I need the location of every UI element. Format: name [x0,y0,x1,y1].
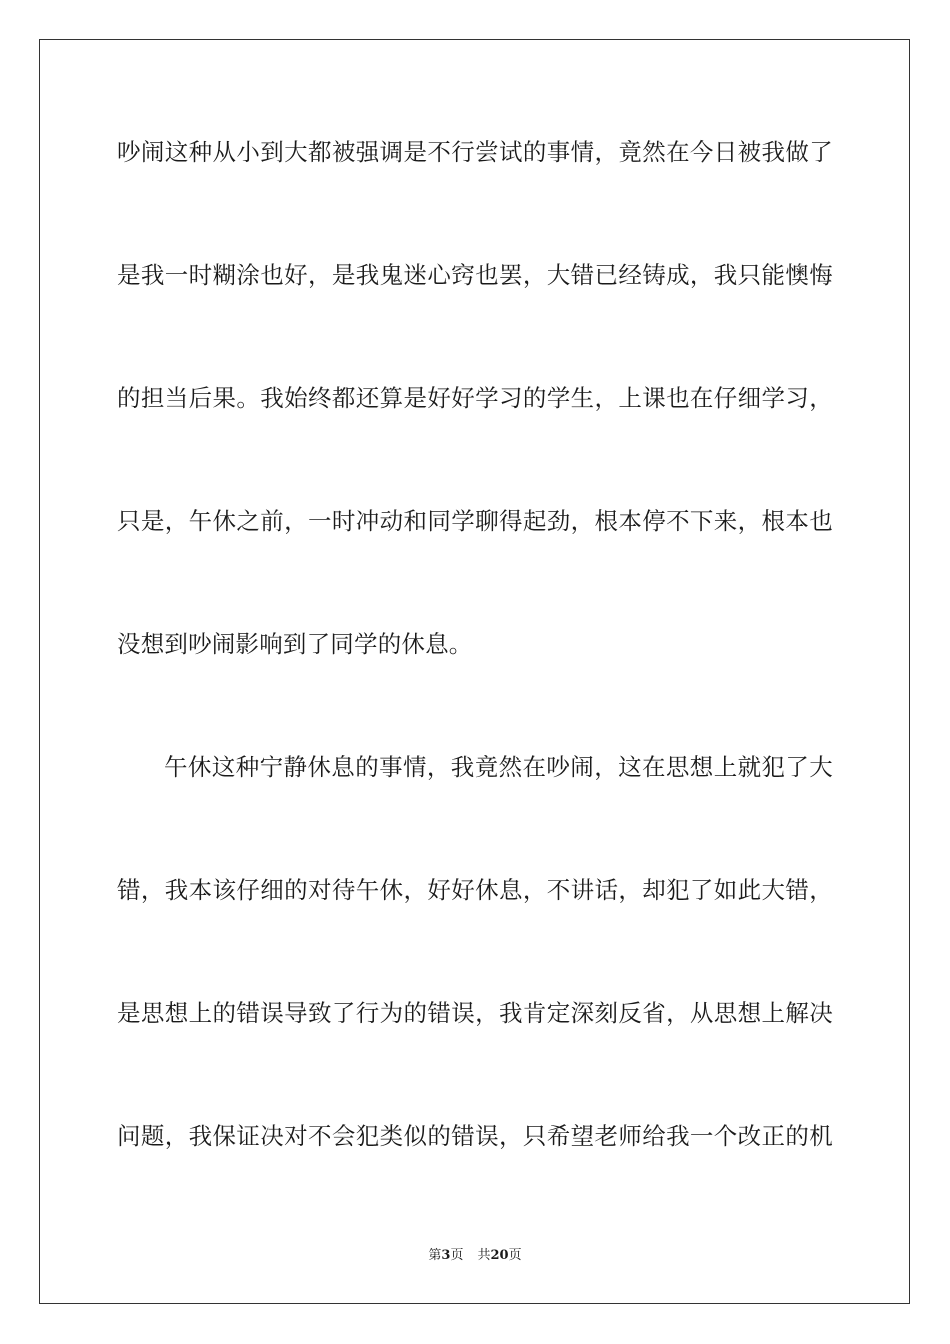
page-number: 3 [441,1248,451,1263]
page-border [39,39,910,1304]
text-line: 是思想上的错误导致了行为的错误，我肯定深刻反省，从思想上解决 [117,999,833,1027]
page-footer [0,1247,950,1265]
text-line: 问题，我保证决对不会犯类似的错误，只希望老师给我一个改正的机 [117,1122,833,1150]
text-line: 吵闹这种从小到大都被强调是不行尝试的事情，竟然在今日被我做了 [117,138,833,166]
text-line: 没想到吵闹影响到了同学的休息。 [117,630,473,658]
text-line: 错，我本该仔细的对待午休，好好休息，不讲话，却犯了如此大错， [117,876,833,904]
text-line: 只是，午休之前，一时冲动和同学聊得起劲，根本停不下来，根本也 [117,507,833,535]
text-line: 的担当后果。我始终都还算是好好学习的学生，上课也在仔细学习， [117,384,833,412]
page-prefix: 第 [428,1248,442,1263]
total-pages: 20 [490,1248,509,1263]
text-line: 是我一时糊涂也好，是我鬼迷心窍也罢，大错已经铸成，我只能懊悔 [117,261,833,289]
page-suffix: 页 [450,1248,464,1263]
total-suffix: 页 [508,1248,522,1263]
paragraph-first-line: 午休这种宁静休息的事情，我竟然在吵闹，这在思想上就犯了大 [164,753,833,781]
total-prefix: 共 [477,1248,491,1263]
